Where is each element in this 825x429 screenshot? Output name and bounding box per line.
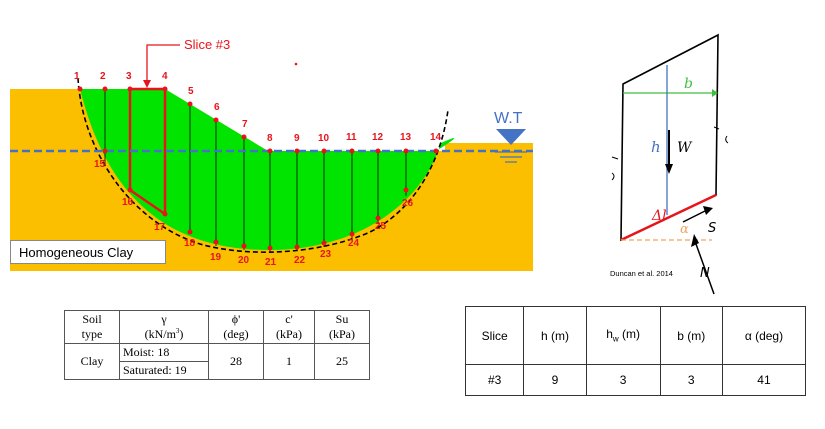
s-arrow-line (683, 211, 705, 222)
header-b: b (m) (660, 307, 722, 365)
cell-alpha: 41 (722, 365, 805, 396)
soil-label: Homogeneous Clay (19, 245, 134, 260)
slice-label: 7 (242, 119, 248, 130)
table-row (65, 344, 370, 362)
soil-label-box (10, 240, 166, 264)
slice-label: 19 (210, 252, 222, 263)
header-hw: $h_w$ (m) (586, 307, 660, 365)
header-gamma: γ $(kN/m^3)$ (120, 311, 209, 344)
slice-properties-table (465, 306, 806, 396)
slice-label: 3 (126, 71, 132, 82)
cell-gamma-sat: Saturated: 19 (120, 362, 209, 380)
cell-su: 25 (315, 344, 370, 380)
slice-label: 2 (100, 71, 106, 82)
slice-label: 24 (348, 238, 360, 249)
dl-label: Δl (652, 208, 667, 224)
cell-hw: 3 (586, 365, 660, 396)
slice-label: 22 (294, 255, 306, 266)
b-label: b (684, 76, 693, 92)
table-header-row (466, 307, 806, 365)
n-label: N (700, 266, 710, 281)
slice-label: 17 (154, 222, 166, 233)
slice-label: 26 (402, 198, 414, 209)
slice-label: 18 (184, 238, 196, 249)
slice-label: 25 (375, 221, 387, 232)
header-alpha: α (deg) (722, 307, 805, 365)
soil-properties-table (64, 310, 370, 380)
table-header-row (65, 311, 370, 344)
cell-c: 1 (264, 344, 315, 380)
slice-label: 14 (430, 132, 442, 143)
cell-slice: #3 (466, 365, 524, 396)
slice-label: 10 (318, 133, 330, 144)
citation: Duncan et al. 2014 (610, 269, 673, 278)
slice-label: 16 (122, 197, 134, 208)
slice-label: 9 (294, 133, 300, 144)
slice-label: 20 (238, 255, 250, 266)
slice-callout-arrow (143, 80, 151, 88)
dot-mark (295, 63, 298, 66)
cell-phi: 28 (209, 344, 264, 380)
slice-label: 13 (400, 132, 412, 143)
slice-label: 11 (346, 132, 357, 143)
slice-label: 6 (214, 102, 220, 113)
table-row (466, 365, 806, 396)
slice-label: 5 (188, 86, 194, 97)
w-label: W (677, 140, 692, 156)
header-c: c' (kPa) (264, 311, 315, 344)
s-arrowhead (703, 206, 713, 215)
cell-h: 9 (524, 365, 586, 396)
water-table-label: W.T (494, 110, 523, 127)
slice-label: 15 (94, 159, 106, 170)
slice-label: 1 (74, 71, 80, 82)
slice-callout-label: Slice #3 (184, 37, 231, 52)
s-label: S (708, 221, 717, 236)
header-soil-type: Soil type (65, 311, 120, 344)
water-table-triangle (496, 129, 526, 145)
slice-label: 23 (320, 249, 332, 260)
cell-b: 3 (660, 365, 722, 396)
cell-soil: Clay (65, 344, 120, 380)
header-slice: Slice (466, 307, 524, 365)
header-su: Su (kPa) (315, 311, 370, 344)
cell-gamma-moist: Moist: 18 (120, 344, 209, 362)
h-label: h (651, 138, 661, 156)
header-h: h (m) (524, 307, 586, 365)
left-force-squiggle (612, 157, 618, 180)
alpha-label: α (680, 222, 689, 237)
header-phi: ϕ' (deg) (209, 311, 264, 344)
slice-label: 8 (267, 133, 273, 144)
slice-label: 4 (162, 71, 168, 82)
slice-label: 21 (265, 257, 277, 268)
slice-label: 12 (372, 132, 384, 143)
